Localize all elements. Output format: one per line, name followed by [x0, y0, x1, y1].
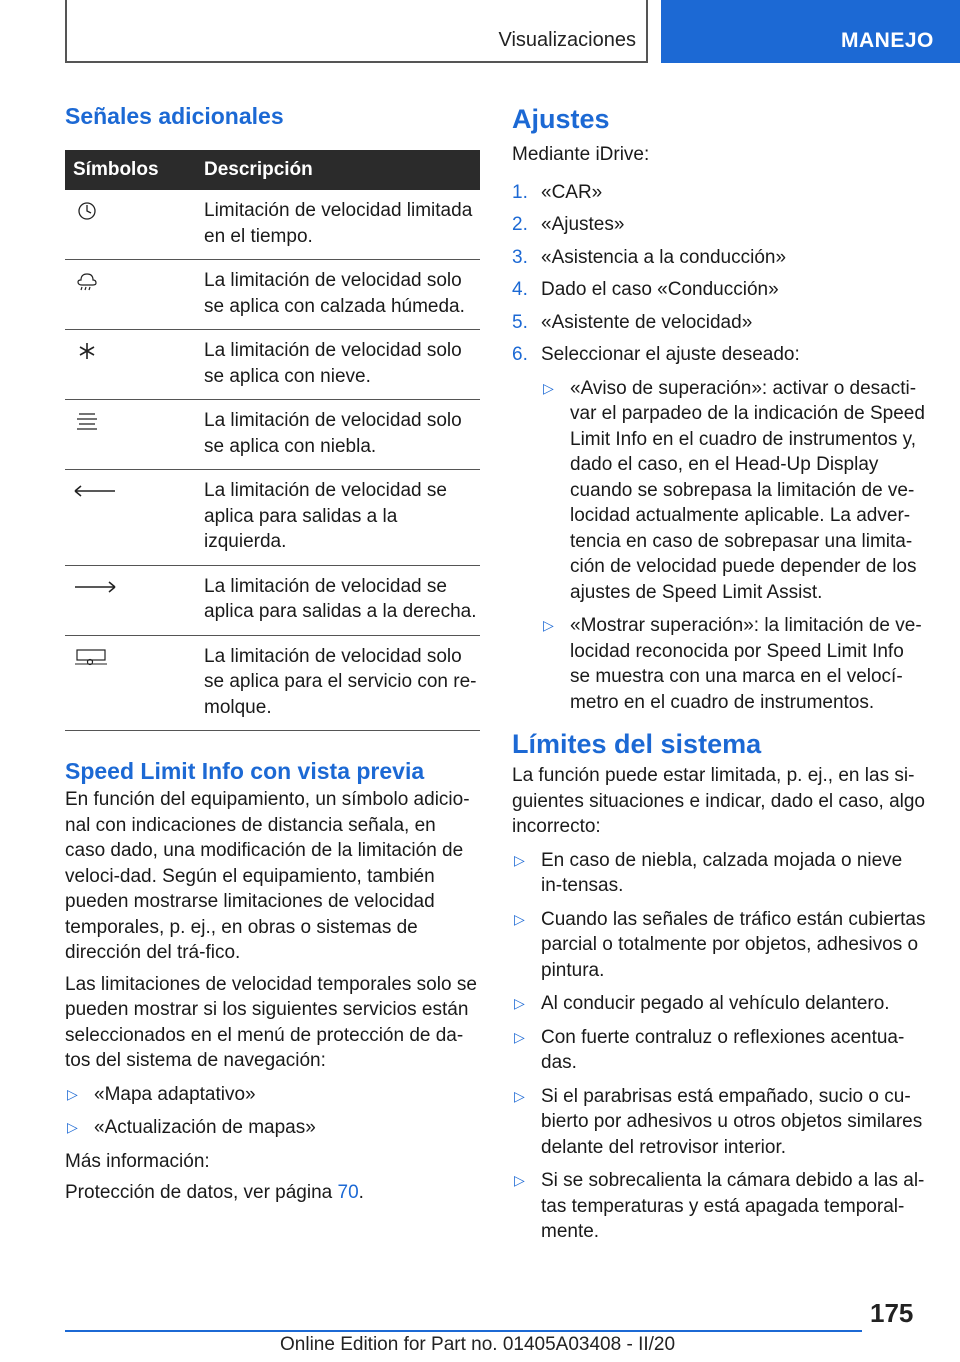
- row-description: La limitación de velocidad solo se aplica con calzada húmeda.: [204, 260, 480, 330]
- table-row: [65, 635, 480, 731]
- left-column: [65, 100, 480, 1206]
- page-number: 175: [870, 1298, 914, 1328]
- symbols-table: [65, 150, 480, 731]
- step-item: 4. Dado el caso «Conducción»: [512, 279, 779, 300]
- row-description: La limitación de velocidad se aplica para salidas a la izquierda.: [204, 470, 480, 566]
- triangle-bullet-icon: ▷: [514, 851, 525, 868]
- list-item: ▷ «Aviso de superación»: activar o desacti-var el parpadeo de la indicación de Speed Limit Info en el cuadro de instrumentos y, dado el caso, en el Head-Up Display cuando se sobrepasa la limitación de ve-locidad actualmente aplicable. La adver-tencia en caso de sobrepasar una limita-ción de velocidad puede depender de los ajustes de Speed Limit Assist.: [543, 377, 925, 603]
- triangle-bullet-icon: ▷: [514, 1172, 525, 1188]
- header-section-title: Visualizaciones: [498, 29, 636, 51]
- row-description: La limitación de velocidad solo se aplica para el servicio con re-molque.: [204, 635, 480, 731]
- table-row: [65, 260, 480, 330]
- row-description: La limitación de velocidad solo se aplica con niebla.: [204, 400, 480, 470]
- triangle-bullet-icon: ▷: [67, 1119, 78, 1135]
- row-description: La limitación de velocidad se aplica para salidas a la derecha.: [204, 565, 480, 635]
- heading-additional-signs: Señales adicionales: [65, 103, 284, 129]
- paragraph: En función del equipamiento, un símbolo adicio-nal con indicaciones de distancia señala, en caso dado, una modificación de la limitación de veloci-dad. Según el equipamiento, también pueden mostrarse limitaciones de velocidad temporales, p. ej., en obras o sistemas de dirección del trá-fico.: [65, 789, 470, 963]
- step-item: 6. Seleccionar el ajuste deseado: ▷ «Aviso de superación»: activar o desacti-var el parpadeo de la indicación de Speed Limit Info en el cuadro de instrumentos y, dado el caso, en el Head-Up Display cuando se sobrepasa la limitación de ve-locidad actualmente aplicable. La adver-tencia en caso de sobrepasar una limita-ción de velocidad puede depender de los ajustes de Speed Limit Assist. ▷ «Mostrar superación»: la limitación de ve-locidad reconocida por Speed Limit Info se muestra con una marca en el velocí-metro en el cuadro de instrumentos.: [512, 342, 927, 715]
- fog-icon: [73, 410, 101, 432]
- footer-edition: Online Edition for Part no. 01405A03408 - II/20: [280, 1334, 676, 1355]
- footer-divider: [65, 1330, 862, 1332]
- table-header-description: Descripción: [204, 150, 480, 190]
- triangle-bullet-icon: ▷: [514, 910, 525, 927]
- clock-icon: [73, 200, 101, 222]
- list-item: ▷ Cuando las señales de tráfico están cubiertas parcial o totalmente por objetos, adhesivos o pintura.: [514, 908, 926, 981]
- triangle-bullet-icon: ▷: [514, 995, 525, 1011]
- services-list: [65, 1082, 480, 1141]
- more-info-label: Más información:: [65, 1150, 210, 1172]
- trailer-icon: [73, 646, 109, 668]
- page-reference-link[interactable]: 70: [337, 1182, 359, 1203]
- arrow-left-icon: [73, 480, 117, 502]
- list-item: ▷ Con fuerte contraluz o reflexiones acentua-das.: [514, 1026, 905, 1073]
- list-item: ▷ «Mostrar superación»: la limitación de ve-locidad reconocida por Speed Limit Info se muestra con una marca en el velocí-metro en el cuadro de instrumentos.: [543, 615, 922, 713]
- intro-text: Mediante iDrive:: [512, 144, 650, 165]
- table-row: [65, 400, 480, 470]
- snowflake-icon: [73, 340, 101, 362]
- triangle-bullet-icon: ▷: [543, 379, 554, 396]
- header-chapter-tab: MANEJO: [661, 0, 960, 63]
- list-item: ▷ Al conducir pegado al vehículo delantero.: [512, 991, 927, 1017]
- table-row: [65, 565, 480, 635]
- wet-road-icon: [73, 270, 101, 292]
- right-column: [512, 100, 927, 1253]
- step-item: 5. «Asistente de velocidad»: [512, 311, 753, 333]
- list-item: ▷ Si el parabrisas está empañado, sucio o cu-bierto por adhesivos u otros objetos similares delante del retrovisor interior.: [514, 1085, 923, 1158]
- step-item: 1. «CAR»: [512, 181, 603, 203]
- table-row: [65, 470, 480, 566]
- settings-options-list: [541, 376, 927, 716]
- triangle-bullet-icon: ▷: [514, 1087, 525, 1104]
- arrow-right-icon: [73, 576, 117, 598]
- row-description: La limitación de velocidad solo se aplica con nieve.: [204, 330, 480, 400]
- table-row: [65, 330, 480, 400]
- heading-settings: Ajustes: [512, 104, 610, 134]
- triangle-bullet-icon: ▷: [67, 1085, 78, 1102]
- paragraph: La función puede estar limitada, p. ej., en las si-guientes situaciones e indicar, dado el caso, algo incorrecto:: [512, 765, 925, 837]
- table-header-symbols: Símbolos: [65, 150, 204, 190]
- list-item: ▷ En caso de niebla, calzada mojada o nieve in-tensas.: [514, 849, 903, 896]
- limits-list: [512, 848, 927, 1245]
- heading-speed-limit-info: Speed Limit Info con vista previa: [65, 758, 425, 784]
- reference-line: Protección de datos, ver página 70.: [65, 1182, 364, 1203]
- paragraph: Las limitaciones de velocidad temporales solo se pueden mostrar si los siguientes servicios están seleccionados en el menú de protección de da-tos del sistema de navegación:: [65, 973, 477, 1071]
- triangle-bullet-icon: ▷: [514, 1028, 525, 1045]
- heading-system-limits: Límites del sistema: [512, 729, 762, 759]
- list-item: ▷ «Mapa adaptativo»: [65, 1082, 480, 1108]
- table-row: [65, 190, 480, 260]
- step-item: 3. «Asistencia a la conducción»: [512, 246, 787, 268]
- steps-list: [512, 180, 927, 716]
- row-description: Limitación de velocidad limitada en el tiempo.: [204, 190, 480, 260]
- list-item: ▷ «Actualización de mapas»: [65, 1115, 480, 1141]
- list-item: ▷ Si se sobrecalienta la cámara debido a las al-tas temperaturas y está apagada temporal-mente.: [514, 1170, 925, 1242]
- step-item: 2. «Ajustes»: [512, 214, 625, 235]
- triangle-bullet-icon: ▷: [543, 617, 554, 633]
